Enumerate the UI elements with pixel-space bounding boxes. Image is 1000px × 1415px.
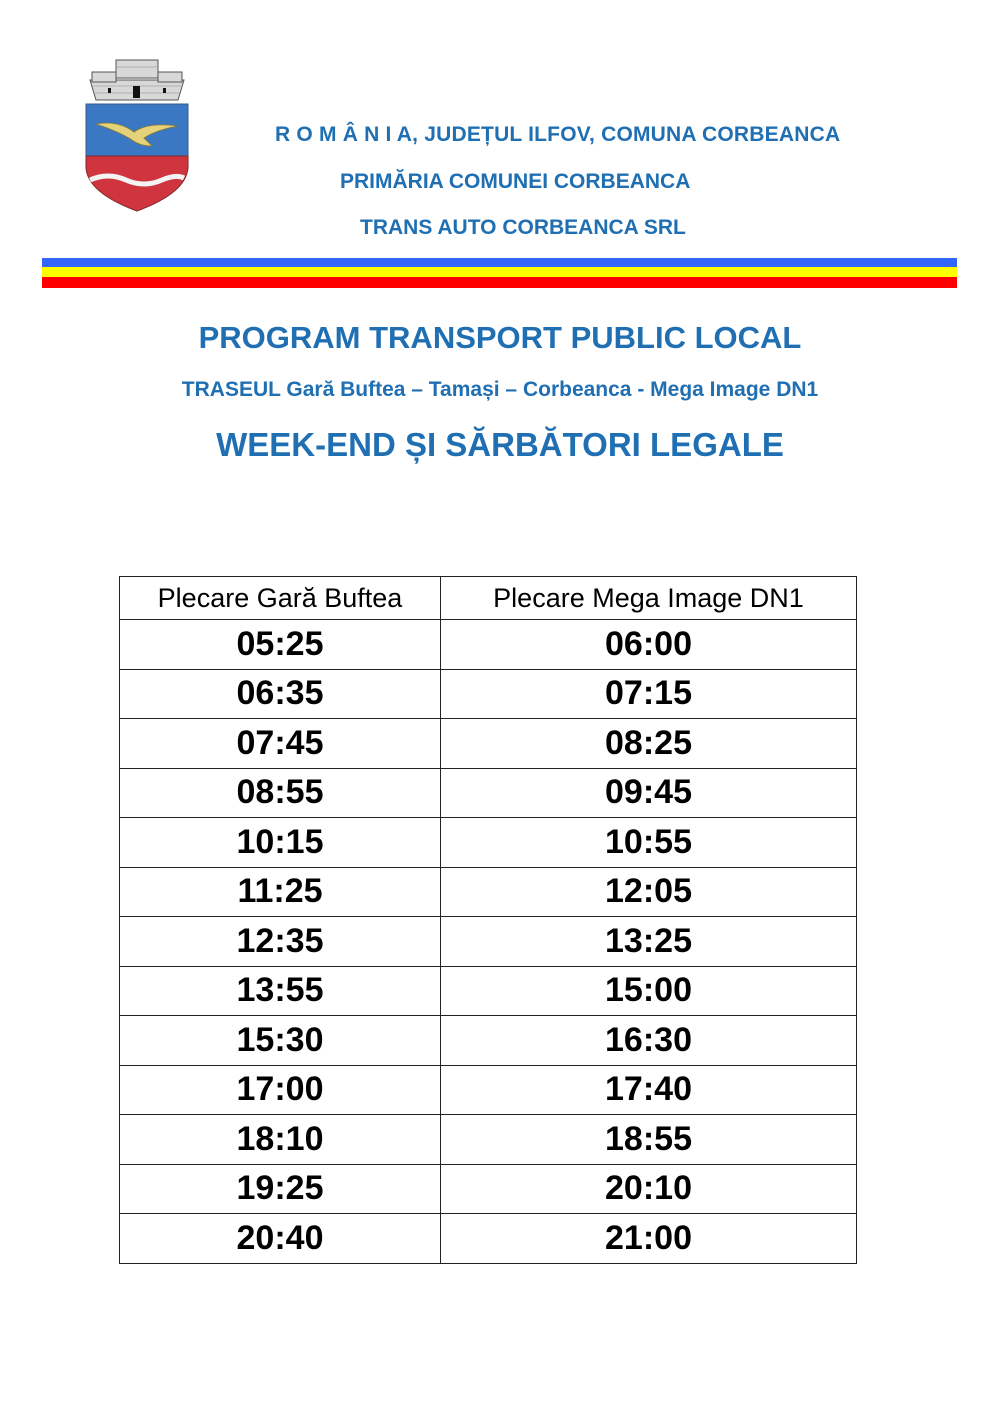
header-line-operator: TRANS AUTO CORBEANCA SRL [360,216,686,239]
table-row [120,966,857,1016]
table-row [120,620,857,670]
header-line-country: R O M Â N I A, JUDEȚUL ILFOV, COMUNA CORBEANCA [275,123,841,146]
departure-mega-image: 18:55 [441,1115,857,1165]
route-subtitle: TRASEUL Gară Buftea – Tamași – Corbeanca - Mega Image DN1 [181,378,819,401]
flag-stripe-yellow [42,267,957,277]
flag-stripe-blue [42,258,957,267]
departure-buftea: 13:55 [120,966,441,1016]
flag-stripe-red [42,277,957,288]
departure-buftea: 20:40 [120,1214,441,1264]
departure-buftea: 15:30 [120,1016,441,1066]
column-header-buftea: Plecare Gară Buftea [120,577,441,620]
table-header-row [120,577,857,620]
schedule-type-title: WEEK-END ȘI SĂRBĂTORI LEGALE [216,426,784,463]
departure-buftea: 17:00 [120,1065,441,1115]
table-row [120,917,857,967]
departure-buftea: 06:35 [120,669,441,719]
departure-mega-image: 08:25 [441,719,857,769]
timetable [119,576,857,1264]
coat-of-arms-icon [78,58,196,218]
departure-buftea: 08:55 [120,768,441,818]
departure-mega-image: 07:15 [441,669,857,719]
tricolor-divider [42,258,957,288]
header-line-town-hall: PRIMĂRIA COMUNEI CORBEANCA [340,170,691,193]
departure-buftea: 19:25 [120,1164,441,1214]
table-row [120,1016,857,1066]
departure-buftea: 18:10 [120,1115,441,1165]
table-row [120,669,857,719]
departure-mega-image: 20:10 [441,1164,857,1214]
departure-mega-image: 12:05 [441,867,857,917]
table-row [120,768,857,818]
table-row [120,867,857,917]
table-row [120,1164,857,1214]
table-row [120,818,857,868]
departure-mega-image: 09:45 [441,768,857,818]
departure-buftea: 12:35 [120,917,441,967]
departure-mega-image: 10:55 [441,818,857,868]
table-row [120,719,857,769]
departure-mega-image: 15:00 [441,966,857,1016]
table-row [120,1115,857,1165]
table-row [120,1214,857,1264]
departure-buftea: 05:25 [120,620,441,670]
departure-mega-image: 16:30 [441,1016,857,1066]
departure-mega-image: 21:00 [441,1214,857,1264]
departure-mega-image: 17:40 [441,1065,857,1115]
departure-mega-image: 06:00 [441,620,857,670]
departure-mega-image: 13:25 [441,917,857,967]
departure-buftea: 10:15 [120,818,441,868]
departure-buftea: 11:25 [120,867,441,917]
table-row [120,1065,857,1115]
departure-buftea: 07:45 [120,719,441,769]
page-title: PROGRAM TRANSPORT PUBLIC LOCAL [198,320,802,355]
column-header-mega-image: Plecare Mega Image DN1 [441,577,857,620]
